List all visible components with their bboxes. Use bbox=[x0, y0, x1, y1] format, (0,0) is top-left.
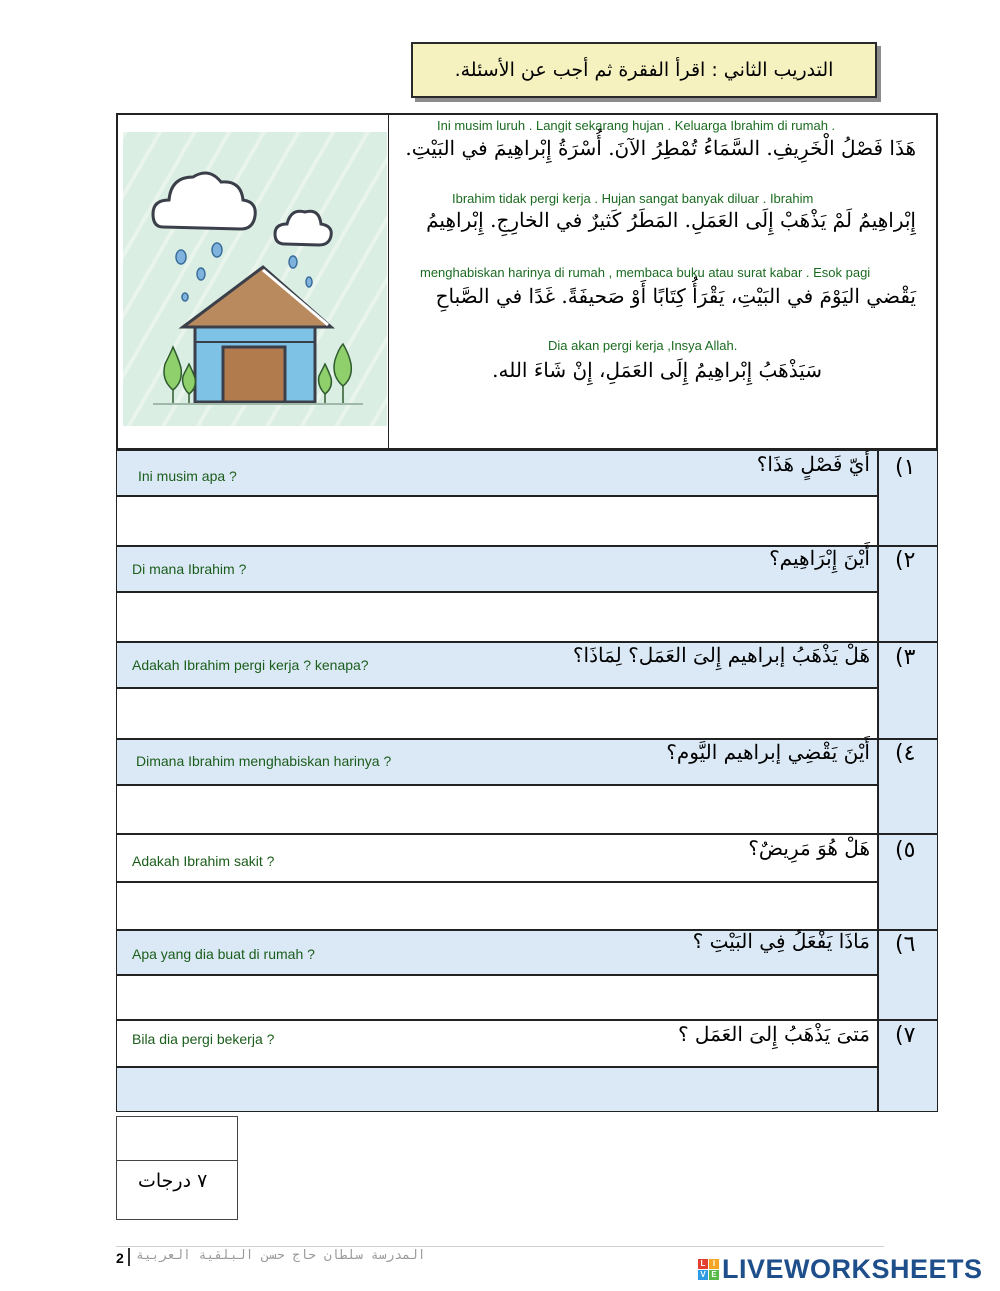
liveworksheets-brand[interactable]: LIVEWORKSHEETS bbox=[722, 1254, 983, 1284]
rainy-house-icon bbox=[123, 132, 387, 426]
answer-field[interactable] bbox=[116, 592, 878, 642]
question-number: ٢) bbox=[895, 548, 916, 573]
logo-letter: L bbox=[698, 1259, 708, 1269]
rainy-house-illustration bbox=[123, 132, 387, 426]
score-divider bbox=[116, 1160, 238, 1161]
question-arabic: هَلْ يَذْهَبُ إبراهيم إِلىَ العَمَل؟ لِمَاذَا؟ bbox=[572, 643, 870, 667]
question-gloss: Di mana Ibrahim ? bbox=[132, 561, 247, 577]
question-number: ٣) bbox=[895, 645, 916, 670]
question-gloss: Apa yang dia buat di rumah ? bbox=[132, 946, 315, 962]
question-gloss: Bila dia pergi bekerja ? bbox=[132, 1031, 275, 1047]
passage-arabic-4: سَيَذْهَبُ إِبْراهِيمُ إِلَى العَمَلِ، إِنْ شَاءَ الله. bbox=[492, 358, 822, 382]
question-arabic: هَلْ هُوَ مَرِيضٌ؟ bbox=[748, 836, 870, 860]
answer-field[interactable] bbox=[116, 785, 878, 834]
exercise-title: التدريب الثاني : اقرأ الفقرة ثم أجب عن الأسئلة. bbox=[411, 42, 877, 98]
logo-letter: E bbox=[709, 1270, 719, 1280]
passage-gloss-1: Ini musim luruh . Langit sekarang hujan . Keluarga Ibrahim di rumah . bbox=[437, 118, 836, 133]
answer-field[interactable] bbox=[116, 882, 878, 930]
footer-divider bbox=[116, 1246, 884, 1247]
question-number: ٧) bbox=[895, 1023, 916, 1048]
logo-letter: V bbox=[698, 1270, 708, 1280]
answer-field[interactable] bbox=[116, 975, 878, 1020]
answer-field[interactable] bbox=[116, 496, 878, 546]
answer-field[interactable] bbox=[116, 1067, 878, 1112]
question-arabic: مَاذَا يَفْعَلُ فِي البَيْتِ ؟ bbox=[692, 929, 870, 953]
question-arabic: مَتىَ يَذْهَبُ إِلىَ العَمَل ؟ bbox=[677, 1022, 870, 1046]
question-gloss: Adakah Ibrahim sakit ? bbox=[132, 853, 275, 869]
question-arabic: أَيْنَ يَقْضِي إبراهيم اليَّوم؟ bbox=[666, 740, 870, 764]
liveworksheets-logo-icon bbox=[698, 1259, 720, 1281]
passage-arabic-2: إِبْراهِيمُ لَمْ يَذْهَبْ إِلَى العَمَلِ. المَطَرُ كَثيرٌ في الخارِجِ. إِبْراهِيمُ bbox=[426, 208, 916, 232]
question-number: ١) bbox=[895, 455, 916, 480]
passage-gloss-4: Dia akan pergi kerja ,Insya Allah. bbox=[548, 338, 738, 353]
question-number: ٥) bbox=[895, 838, 916, 863]
question-arabic: أيّ فَصْلٍ هَذَا؟ bbox=[756, 452, 870, 476]
page-separator bbox=[128, 1248, 130, 1266]
question-gloss: Adakah Ibrahim pergi kerja ? kenapa? bbox=[132, 657, 369, 673]
school-name: المدرسة سلطان حاج حسن البلقية العربية bbox=[136, 1248, 426, 1263]
answer-field[interactable] bbox=[116, 688, 878, 739]
question-gloss: Ini musim apa ? bbox=[138, 468, 237, 484]
passage-gloss-2: Ibrahim tidak pergi kerja . Hujan sangat banyak diluar . Ibrahim bbox=[452, 191, 814, 206]
page-number: 2 bbox=[116, 1250, 124, 1266]
score-label: ٧ درجات bbox=[138, 1170, 208, 1192]
passage-arabic-1: هَذَا فَصْلُ الْخَرِيفِ. السَّمَاءُ تُمْطِرُ الآنَ. أُسْرَةُ إِبْراهِيمَ في البَيْتِ. bbox=[405, 136, 916, 160]
score-box bbox=[116, 1116, 238, 1220]
passage-arabic-3: يَقْضي اليَوْمَ في البَيْتِ، يَقْرَأُ كِتَابًا أَوْ صَحيفَةً. غَدًا في الصَّباحِ bbox=[435, 284, 916, 308]
question-number: ٤) bbox=[895, 741, 916, 766]
logo-letter: I bbox=[709, 1259, 719, 1269]
question-number: ٦) bbox=[895, 932, 916, 957]
passage-gloss-3: menghabiskan harinya di rumah , membaca buku atau surat kabar . Esok pagi bbox=[420, 265, 871, 280]
question-gloss: Dimana Ibrahim menghabiskan harinya ? bbox=[136, 753, 392, 769]
question-arabic: أَيْنَ إِبْرَاهِيم؟ bbox=[769, 546, 870, 570]
